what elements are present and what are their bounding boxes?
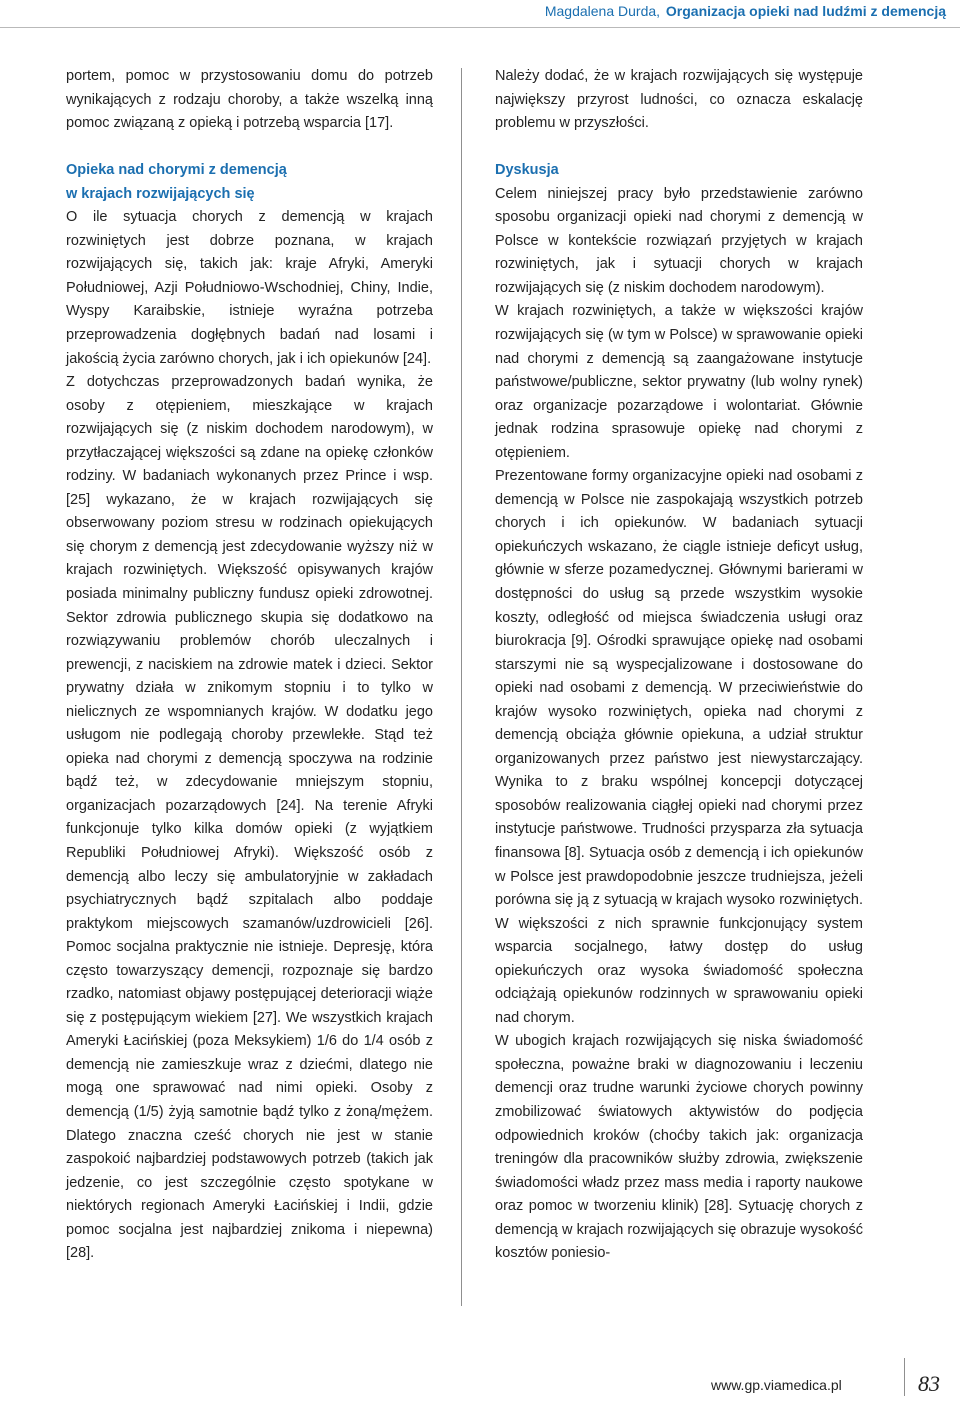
section-heading <box>66 159 433 206</box>
left-paragraph-1: O ile sytuacja chorych z demencją w krajach rozwiniętych jest dobrze poznana, w krajach rozwijających się, takich jak: kraje Afryki, Ameryki Południowej, Azji Południowo-Wschodniej, Chiny, Indie, Wyspy Karaibskie, istnieje wyraźna potrzeba przeprowadzenia dogłębnych badań nad losami i jakością życia zarówno chorych, jak i ich opiekunów [24]. <box>66 209 433 367</box>
footer-divider <box>904 1358 905 1396</box>
right-column <box>495 65 863 1266</box>
column-divider <box>461 68 462 1306</box>
left-paragraph-continued: portem, pomoc w przystosowaniu domu do potrzeb wynikających z rodzaju choroby, a także wszelką inną pomoc związaną z opieką i potrzebą wsparcia [17]. <box>66 68 433 132</box>
section-heading-line2: w krajach rozwijających się <box>66 185 255 202</box>
right-paragraph-intro: Należy dodać, że w krajach rozwijających się występuje największy przyrost ludności, co oznacza eskalację problemu w przyszłości. <box>495 68 863 132</box>
header-author: Magdalena Durda, <box>544 3 661 19</box>
header-rule <box>0 27 960 28</box>
discussion-heading: Dyskusja <box>495 162 559 179</box>
right-paragraph-3: Prezentowane formy organizacyjne opieki nad osobami z demencją w Polsce nie zaspokajają wszystkich potrzeb chorych i ich opiekunów. W badaniach sytuacji opiekuńczych wskazano, że ciągle istnieje deficyt usług, głównie w sferze pozamedycznej. Głównymi barierami w dostępności do usług są przede wszystkim wysokie koszty, odległość od miejsca świadczenia usługi oraz biurokracja [9]. Ośrodki sprawujące opiekę nad osobami starszymi nie są wyspecjalizowane i dostosowane do opieki nad osobami z demencją. W przeciwieństwie do krajów wysoko rozwiniętych, opieka nad chorymi z demencją obciąża głównie opiekuna, a udział struktur organizowanych przez państwo jest niewystarczający. Wynika to z braku wspólnej koncepcji dotyczącej sposobów realizowania ciągłej opieki nad chorymi przez instytucje państwowe. Trudności przysparza zła sytuacja finansowa [8]. Sytuacja osób z demencją i ich opiekunów w Polsce jest prawdopodobnie jeszcze trudniejsza, jeżeli porówna się ją z sytuacją w krajach wysoko rozwiniętych. W większości z nich sprawnie funkcjonujący system wsparcia socjalnego, łatwy dostęp do usług opiekuńczych oraz wysoka świadomość społeczna odciążają opiekunów rodzinnych w sprawowaniu opieki nad chorym. <box>495 468 863 1026</box>
right-paragraph-4: W ubogich krajach rozwijających się niska świadomość społeczna, poważne braki w diagnozowaniu i leczeniu demencji oraz trudne warunki życiowe chorych powinny zmobilizować światowych aktywistów do podjęcia odpowiednich kroków (choćby takich jak: organizacja treningów dla pracowników służby zdrowia, zwiększenie świadomości władz przez mass media i raporty naukowe oraz pomoc w tworzeniu klinik) [28]. Sytuację chorych z demencją w krajach rozwijających się obrazuje wysokość kosztów poniesio- <box>495 1033 863 1262</box>
journal-url: www.gp.viamedica.pl <box>711 1377 842 1393</box>
right-paragraph-1: Celem niniejszej pracy było przedstawienie zarówno sposobu organizacji opieki nad chorymi z demencją w Polsce w kontekście rozwiązań przyjętych w krajach rozwiniętych, jak i sytuacji chorych w krajach rozwijających się (z niskim dochodem narodowym). <box>495 185 863 296</box>
running-header <box>545 0 946 22</box>
left-column <box>66 65 433 1266</box>
left-paragraph-2: Z dotychczas przeprowadzonych badań wynika, że osoby z otępieniem, mieszkające w krajach rozwijających się (z niskim dochodem narodowym), w przytłaczającej większości są zdane na opiekę członków rodziny. W badaniach wykonanych przez Prince i wsp. [25] wykazano, że w krajach rozwijających się obserwowany poziom stresu w rodzinach opiekujących się chorym z demencją jest zdecydowanie wyższy niż w krajach rozwiniętych. Większość opisywanych krajów posiada minimalny publiczny fundusz opieki zdrowotnej. Sektor zdrowia publicznego skupia się dodatkowo na rozwiązywaniu problemów chorób uleczalnych i prewencji, z naciskiem na zdrowie matek i dzieci. Sektor prywatny działa w znikomym stopniu i to tylko w nielicznych ze wspomnianych krajów. W dodatku jego usługom nie podlegają choroby przewlekłe. Stąd też opieka nad chorymi z demencją spoczywa na rodzinie bądź też, w zdecydowanie mniejszym stopniu, organizacjach pozarządowych [24]. Na terenie Afryki funkcjonuje tylko kilka domów opieki (z wyjątkiem Republiki Południowej Afryki). Większość osób z demencją albo leczy się ambulatoryjnie w zakładach psychiatrycznych bądź szpitalach albo poddaje praktykom miejscowych szamanów/uzdrowicieli [26]. Pomoc socjalna praktycznie nie istnieje. Depresję, która często towarzyszący demencji, rozpoznaje się bardzo rzadko, natomiast objawy postępującej deterioracji wiąże się z postępującym wiekiem [27]. We wszystkich krajach Ameryki Łacińskiej (poza Meksykiem) 1/6 do 1/4 osób z demencją nie zamieszkuje wraz z dziećmi, dlatego nie mogą one sprawować nad nimi opieki. Osoby z demencją (1/5) żyją samotnie bądź tylko z żoną/mężem. Dlatego znaczna cześć chorych nie jest w stanie zaspokoić najbardziej podstawowych potrzeb (takich jak jedzenie, co jest szczególnie często spotykane w niektórych regionach Ameryki Łacińskiej i Indii, gdzie pomoc socjalna jest najbardziej znikoma i niepewna) [28]. <box>66 374 433 1262</box>
page-number: 83 <box>918 1371 940 1396</box>
right-paragraph-2: W krajach rozwiniętych, a także w większości krajów rozwijających się (w tym w Polsce) w sprawowanie opieki nad chorymi z demencją są zaangażowane instytucje państwowe/publiczne, sektor prywatny (lub wolny rynek) oraz organizacje pozarządowe i wolontariat. Głównie jednak rodzina sprasowuje opiekę nad chorymi z otępieniem. <box>495 303 863 461</box>
section-heading-line1: Opieka nad chorymi z demencją <box>66 162 287 179</box>
header-title: Organizacja opieki nad ludźmi z demencją <box>665 3 946 19</box>
